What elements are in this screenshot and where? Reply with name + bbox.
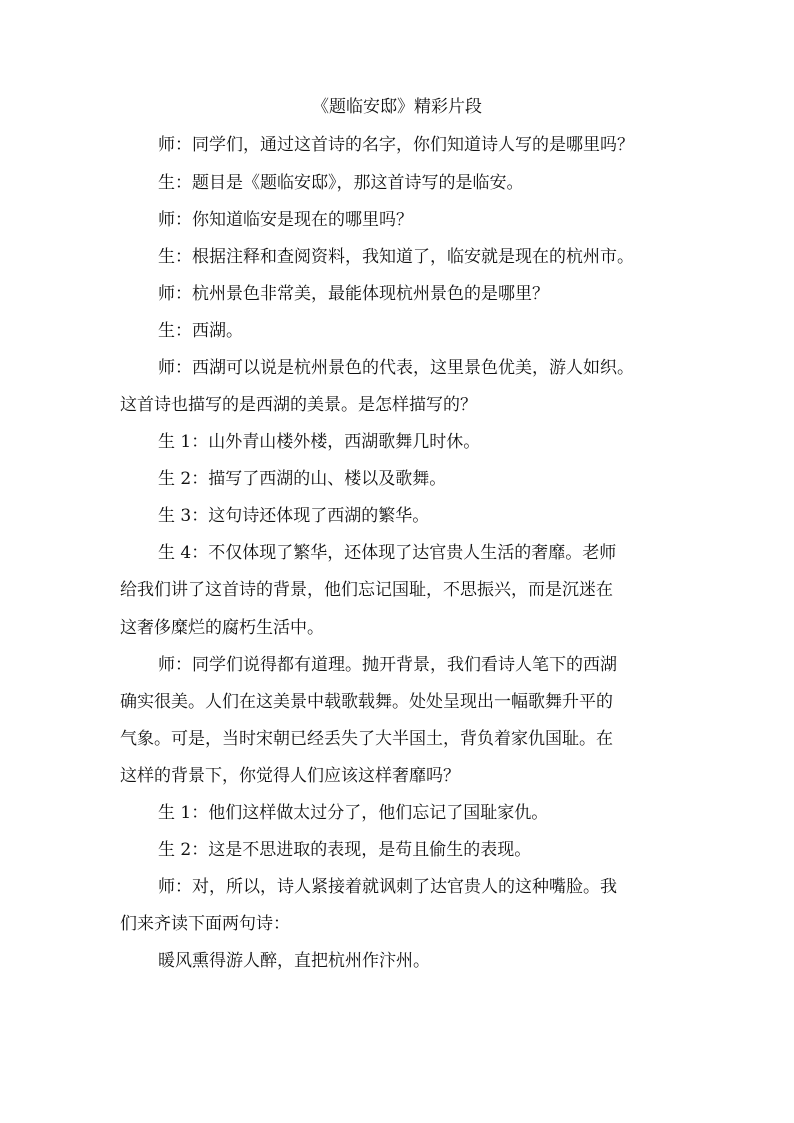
dialogue-line: 生：题目是《题临安邸》，那这首诗写的是临安。 [158,173,524,193]
dialogue-line: 生 4：不仅体现了繁华，还体现了达官贵人生活的奢靡。老师 [158,543,617,563]
dialogue-line: 给我们讲了这首诗的背景，他们忘记国耻，不思振兴，而是沉迷在 [120,580,613,600]
dialogue-line: 师：你知道临安是现在的哪里吗？ [158,210,413,230]
dialogue-line: 这首诗也描写的是西湖的美景。是怎样描写的？ [120,395,477,415]
dialogue-line: 生：根据注释和查阅资料，我知道了，临安就是现在的杭州市。 [158,247,634,267]
dialogue-line: 们来齐读下面两句诗： [120,914,290,934]
dialogue-line: 师：对，所以，诗人紧接着就讽刺了达官贵人的这种嘴脸。我 [158,877,617,897]
dialogue-line: 确实很美。人们在这美景中载歌载舞。处处呈现出一幅歌舞升平的 [120,692,613,712]
dialogue-line: 生 1：他们这样做太过分了，他们忘记了国耻家仇。 [158,803,549,823]
dialogue-line: 师：西湖可以说是杭州景色的代表，这里景色优美，游人如织。 [158,358,634,378]
dialogue-line: 气象。可是，当时宋朝已经丢失了大半国土，背负着家仇国耻。在 [120,729,613,749]
dialogue-line: 生 2：这是不思进取的表现，是苟且偷生的表现。 [158,840,532,860]
dialogue-line: 师：杭州景色非常美，最能体现杭州景色的是哪里？ [158,284,549,304]
dialogue-line: 师：同学们说得都有道理。抛开背景，我们看诗人笔下的西湖 [158,655,617,675]
dialogue-line: 生 3：这句诗还体现了西湖的繁华。 [158,506,430,526]
dialogue-line: 师：同学们，通过这首诗的名字，你们知道诗人写的是哪里吗？ [158,135,634,155]
dialogue-line: 生 1：山外青山楼外楼，西湖歌舞几时休。 [158,432,481,452]
document-title: 《题临安邸》精彩片段 [312,97,482,117]
dialogue-line: 这样的背景下，你觉得人们应该这样奢靡吗？ [120,766,460,786]
poem-line: 暖风熏得游人醉，直把杭州作汴州。 [158,951,430,971]
dialogue-line: 这奢侈糜烂的腐朽生活中。 [120,618,324,638]
dialogue-line: 生：西湖。 [158,321,243,341]
dialogue-line: 生 2：描写了西湖的山、楼以及歌舞。 [158,469,447,489]
